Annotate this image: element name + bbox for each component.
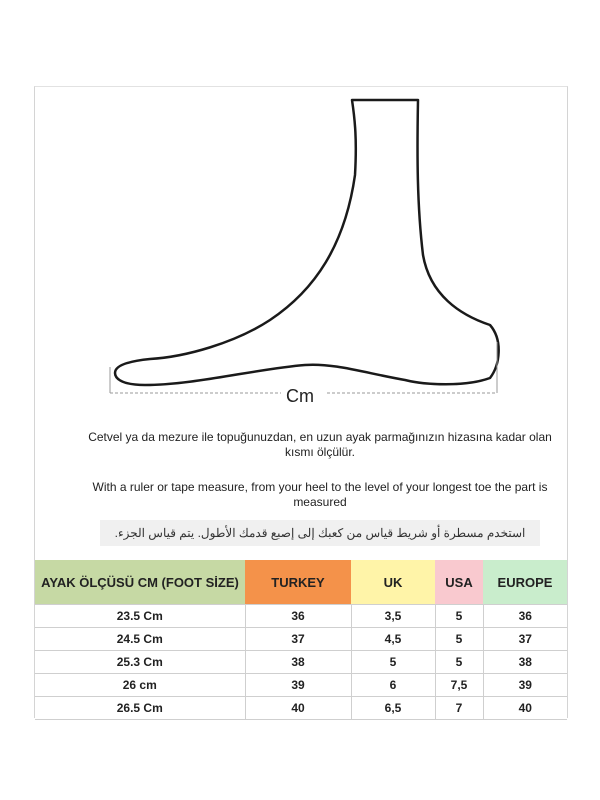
cell-foot-size: 24.5 Cm (35, 628, 245, 651)
cell-usa: 5 (435, 651, 483, 674)
instruction-turkish: Cetvel ya da mezure ile topuğunuzdan, en uzun ayak parmağınızın hizasına kadar olan kısmı ölçülür. (88, 430, 552, 459)
cell-turkey: 40 (245, 697, 351, 720)
cell-europe: 36 (483, 605, 567, 628)
table-row (35, 628, 567, 651)
cell-turkey: 39 (245, 674, 351, 697)
measure-label: Cm (286, 386, 314, 406)
cell-uk: 3,5 (351, 605, 435, 628)
header-uk: UK (351, 560, 435, 605)
cell-turkey: 37 (245, 628, 351, 651)
foot-outline-icon (105, 95, 505, 415)
cell-turkey: 36 (245, 605, 351, 628)
header-turkey: TURKEY (245, 560, 351, 605)
cell-turkey: 38 (245, 651, 351, 674)
cell-uk: 6 (351, 674, 435, 697)
cell-uk: 5 (351, 651, 435, 674)
cell-foot-size: 25.3 Cm (35, 651, 245, 674)
cell-usa: 5 (435, 605, 483, 628)
table-row (35, 651, 567, 674)
cell-europe: 40 (483, 697, 567, 720)
cell-europe: 39 (483, 674, 567, 697)
cell-usa: 7,5 (435, 674, 483, 697)
instruction-arabic: استخدم مسطرة أو شريط قياس من كعبك إلى إصبع قدمك الأطول. يتم قياس الجزء. (100, 520, 540, 546)
cell-europe: 38 (483, 651, 567, 674)
table-row (35, 605, 567, 628)
cell-uk: 4,5 (351, 628, 435, 651)
instruction-english: With a ruler or tape measure, from your heel to the level of your longest toe the part is measured (92, 480, 548, 509)
cell-foot-size: 26 cm (35, 674, 245, 697)
header-europe: EUROPE (483, 560, 567, 605)
header-foot-size: AYAK ÖLÇÜSÜ CM (FOOT SİZE) (35, 560, 245, 605)
cell-foot-size: 23.5 Cm (35, 605, 245, 628)
cell-usa: 5 (435, 628, 483, 651)
size-table-header (35, 560, 567, 605)
table-row (35, 697, 567, 720)
cell-foot-size: 26.5 Cm (35, 697, 245, 720)
cell-usa: 7 (435, 697, 483, 720)
header-usa: USA (435, 560, 483, 605)
size-table (35, 560, 567, 720)
cell-europe: 37 (483, 628, 567, 651)
cell-uk: 6,5 (351, 697, 435, 720)
table-row (35, 674, 567, 697)
